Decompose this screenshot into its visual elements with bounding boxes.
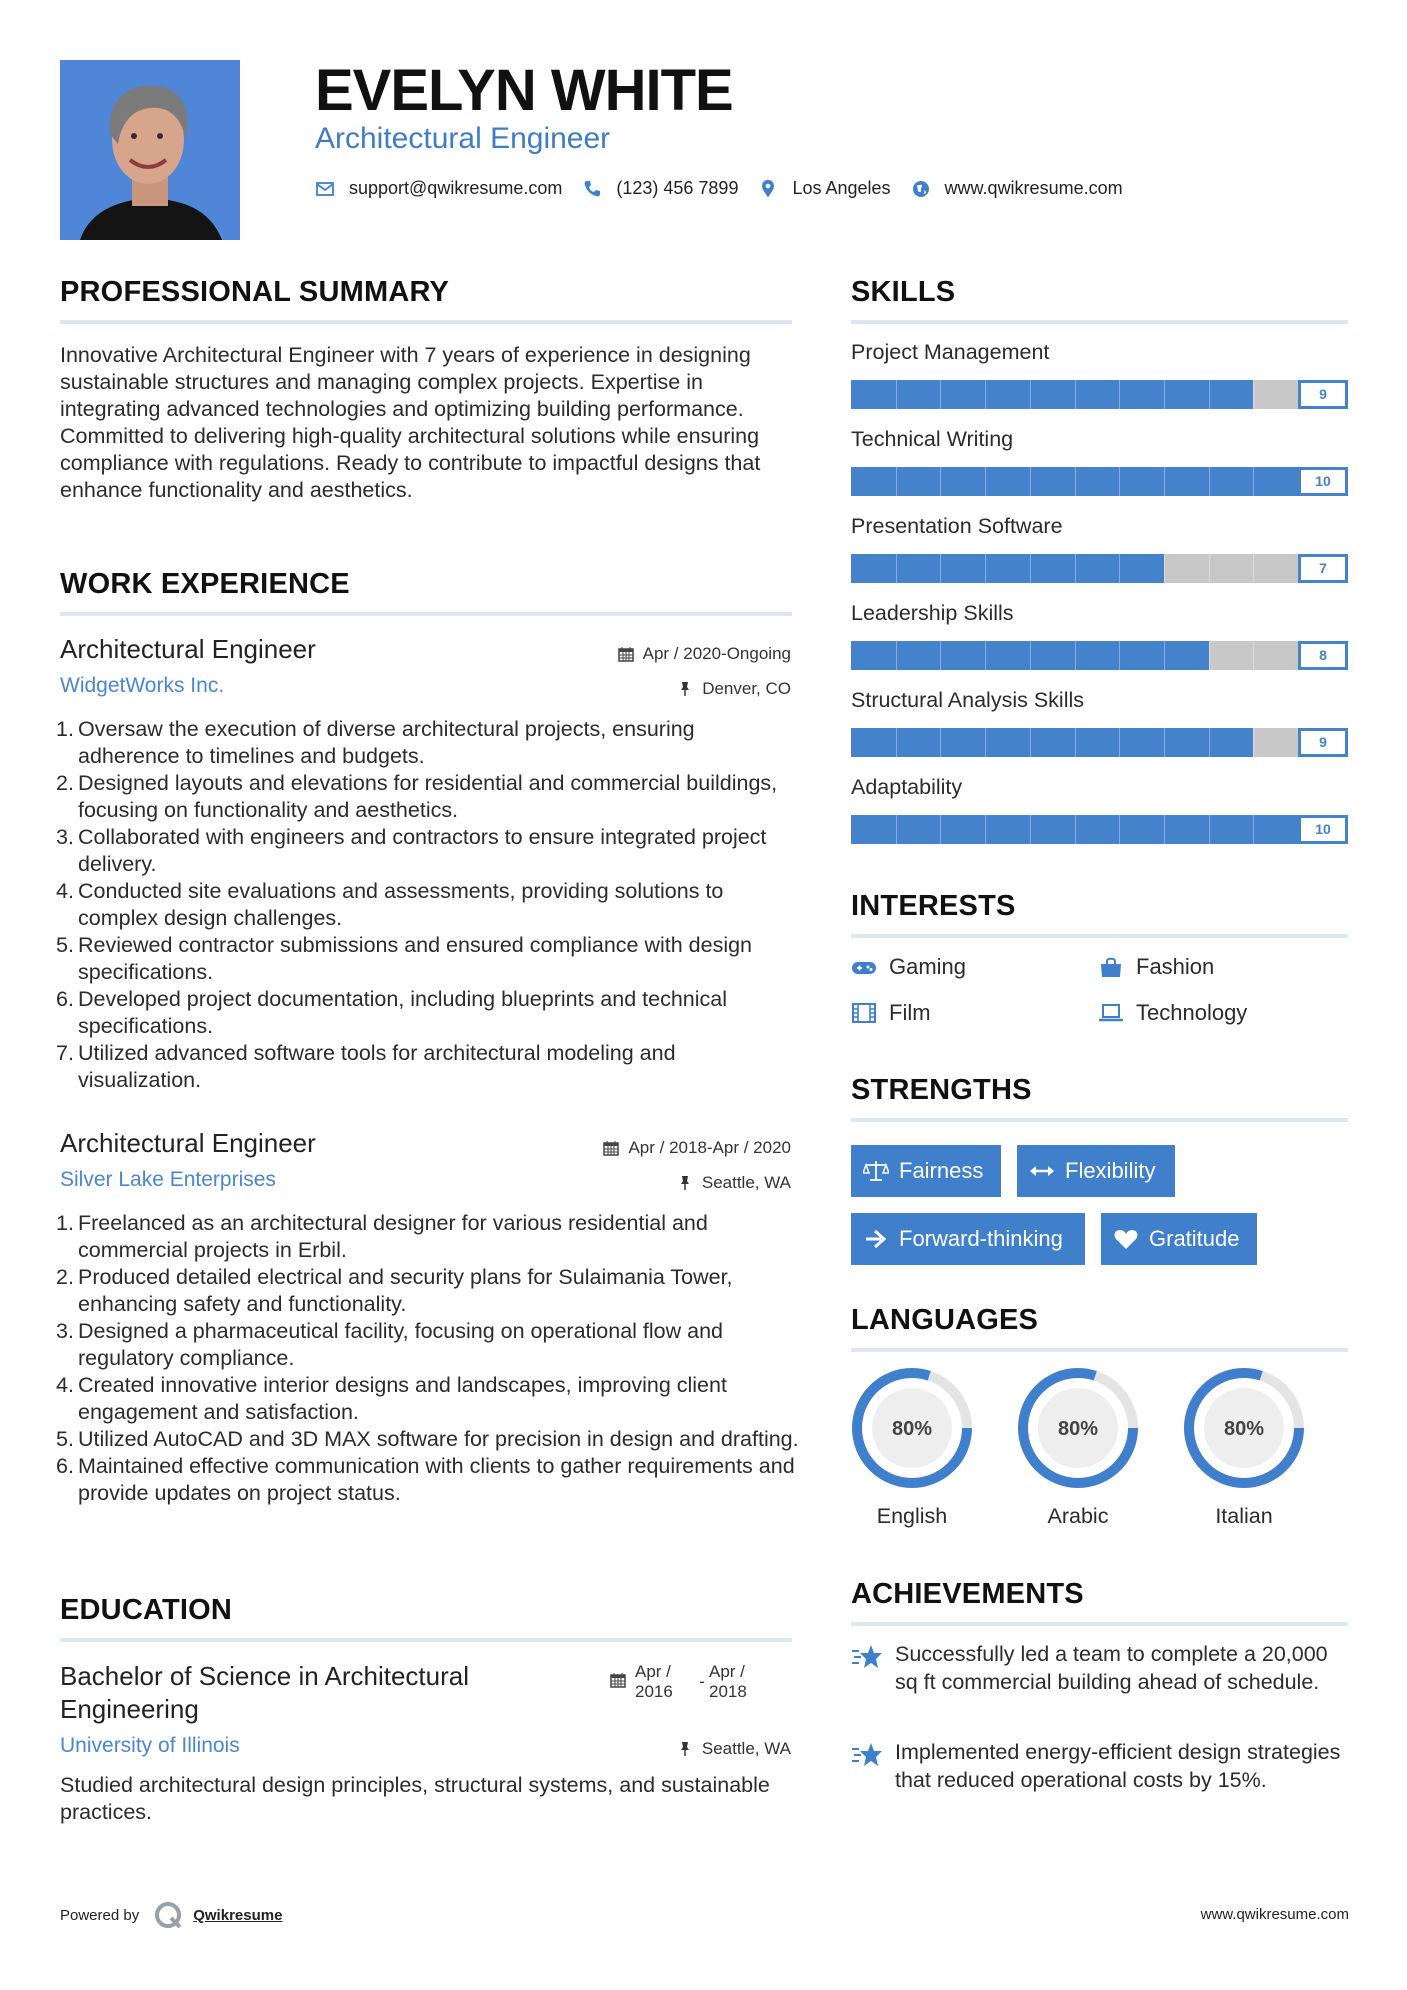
skill-bar-segment [1119,380,1120,409]
list-item: 5. Utilized AutoCAD and 3D MAX software for precision in design and drafting. [56,1427,799,1451]
profile-photo [60,60,240,240]
experience-heading: WORK EXPERIENCE [60,568,350,600]
language-progress-ring [1182,1366,1306,1490]
skill-bar-segment [985,554,986,583]
education-start-date: Apr / 2016 [635,1662,673,1701]
job-dates [618,644,791,664]
calendar-icon [618,646,634,662]
skill-bar-segment [1119,728,1120,757]
skill-bar-segment [1164,641,1165,670]
strengths-divider [851,1118,1348,1122]
list-item: 6. Maintained effective communication with clients to gather requirements and provide updates on project status. [56,1454,795,1505]
skill-level-badge: 9 [1298,728,1348,757]
skill-bar [851,380,1348,409]
phone-text: (123) 456 7899 [616,178,739,198]
skill-bar-segment [1209,380,1210,409]
skill-level-badge: 10 [1298,467,1348,496]
pin-icon [677,1175,693,1191]
bullet-text: Produced detailed electrical and security plans for Sulaimania Tower, enhancing safety and functionality. [78,1265,733,1316]
list-item: 2. Produced detailed electrical and security plans for Sulaimania Tower, enhancing safety and functionality. [56,1265,733,1316]
bullet-text: Utilized AutoCAD and 3D MAX software for precision in design and drafting. [78,1427,799,1451]
bullet-text: Designed layouts and elevations for residential and commercial buildings, focusing on functionality and aesthetics. [78,771,778,822]
strength-label: Gratitude [1149,1226,1240,1251]
skill-bar-segment [1253,728,1254,757]
skill-bar-segment [1209,467,1210,496]
skill-bar-fill [851,380,1253,409]
qwikresume-logo-icon [153,1900,183,1930]
skill-bar-segment [1119,815,1120,844]
job-location [677,1173,791,1193]
job-location [677,679,791,699]
strengths-heading: STRENGTHS [851,1074,1032,1106]
job-dates-text: Apr / 2018-Apr / 2020 [628,1138,791,1157]
skill-label: Presentation Software [851,514,1063,538]
skill-bar-segment [1030,728,1031,757]
gamepad-icon [851,956,877,978]
brand-link[interactable]: Qwikresume [193,1906,283,1924]
skill-bar-segment [1164,380,1165,409]
skill-bar-segment [1075,380,1076,409]
skill-bar-fill [851,728,1253,757]
education-divider [60,1638,792,1642]
skill-bar-segment [1164,467,1165,496]
skill-bar-fill [851,467,1348,496]
candidate-name: EVELYN WHITE [315,58,733,123]
skill-bar-segment [1253,815,1254,844]
job-dates [603,1138,791,1158]
interest-label: Technology [1136,1000,1248,1025]
education-location [677,1739,791,1759]
website-text: www.qwikresume.com [944,178,1123,198]
skill-bar-segment [1209,728,1210,757]
laptop-icon [1098,1002,1124,1024]
education-description: Studied architectural design principles, structural systems, and sustainable practices. [60,1773,770,1824]
achievements-heading: ACHIEVEMENTS [851,1578,1084,1610]
summary-divider [60,320,792,324]
skill-bar-segment [896,380,897,409]
interest-fashion [1098,954,1214,980]
skill-level-badge: 10 [1298,815,1348,844]
skill-bar-segment [940,554,941,583]
balance-scale-icon [863,1159,889,1183]
job-bullets [56,716,800,1094]
bullet-text: Oversaw the execution of diverse architectural projects, ensuring adherence to timelines and budgets. [78,717,695,768]
skill-bar [851,467,1348,496]
skills-divider [851,320,1348,324]
school-name[interactable]: University of Illinois [60,1734,240,1757]
arrow-right-icon [863,1227,889,1251]
skill-bar-segment [896,815,897,844]
list-item: 4. Created innovative interior designs and landscapes, improving client engagement and satisfaction. [56,1373,727,1424]
skill-bar-segment [1075,554,1076,583]
job-company[interactable]: WidgetWorks Inc. [60,674,225,697]
skill-bar [851,728,1348,757]
skill-bar-segment [1164,554,1165,583]
powered-by-text: Powered by [60,1906,140,1924]
job-location-text: Seattle, WA [701,1173,791,1192]
heart-icon [1113,1227,1139,1251]
contact-bar [315,178,1143,199]
skill-bar-segment [985,815,986,844]
skill-label: Structural Analysis Skills [851,688,1084,712]
list-item: 4. Conducted site evaluations and assessments, providing solutions to complex design challenges. [56,879,724,930]
skill-label: Project Management [851,340,1050,364]
skill-bar-segment [896,641,897,670]
contact-website[interactable] [911,178,1123,199]
skill-bar-segment [985,467,986,496]
bullet-text: Collaborated with engineers and contractors to ensure integrated project delivery. [78,825,767,876]
bullet-text: Maintained effective communication with clients to gather requirements and provide updates on project status. [78,1454,795,1505]
job-title: Architectural Engineer [60,634,316,664]
skill-level-badge: 9 [1298,380,1348,409]
interests-heading: INTERESTS [851,890,1016,922]
skill-label: Technical Writing [851,427,1014,451]
job-location-text: Denver, CO [702,679,791,698]
bullet-text: Conducted site evaluations and assessments, providing solutions to complex design challenges. [78,879,724,930]
skill-bar-segment [1119,554,1120,583]
skill-bar-segment [1209,641,1210,670]
list-item: 1. Oversaw the execution of diverse architectural projects, ensuring adherence to timelines and budgets. [56,717,695,768]
skill-bar [851,815,1348,844]
envelope-icon [315,179,335,199]
interest-gaming [851,954,966,980]
achievement-text: Implemented energy-efficient design strategies that reduced operational costs by 15%. [895,1740,1341,1792]
skill-bar-segment [1253,641,1254,670]
skill-bar-segment [985,728,986,757]
globe-icon [911,179,931,199]
contact-phone[interactable] [582,178,738,199]
footer-powered-by [60,1900,282,1930]
interest-label: Fashion [1136,954,1215,979]
language-name: Arabic [1047,1504,1109,1528]
list-item: 6. Developed project documentation, including blueprints and technical specifications. [56,987,727,1038]
film-icon [851,1002,877,1024]
strength-label: Forward-thinking [899,1226,1063,1251]
calendar-icon [603,1140,619,1156]
summary-text: Innovative Architectural Engineer with 7 years of experience in designing sustainable structures and managing complex projects. Expertise in integrating advanced technologies and optimizing building performance. Committed to delivering high-quality architectural solutions while ensuring compliance with regulations. Ready to contribute to impactful designs that enhance functionality and aesthetics. [60,343,761,502]
email-text: support@qwikresume.com [349,178,563,198]
skill-bar-segment [1030,641,1031,670]
list-item: 3. Collaborated with engineers and contractors to ensure integrated project delivery. [56,825,767,876]
summary-heading: PROFESSIONAL SUMMARY [60,276,450,308]
strength-label: Fairness [899,1158,984,1183]
skill-bar-segment [1075,641,1076,670]
skill-bar-segment [896,728,897,757]
skill-bar-segment [940,815,941,844]
skill-label: Adaptability [851,775,963,799]
footer-website[interactable]: www.qwikresume.com [1200,1906,1349,1923]
strength-fairness [851,1145,1001,1197]
skill-bar [851,641,1348,670]
language-name: Italian [1215,1504,1273,1528]
list-item: 5. Reviewed contractor submissions and ensured compliance with design specifications. [56,933,753,984]
location-text: Los Angeles [792,178,891,198]
list-item: 7. Utilized advanced software tools for architectural modeling and visualization. [56,1041,676,1092]
date-separator: - [699,1672,705,1691]
skill-bar-segment [985,380,986,409]
trophy-star-icon [851,1642,885,1672]
skill-bar-segment [940,380,941,409]
skill-bar-segment [940,467,941,496]
skill-bar-segment [896,554,897,583]
calendar-icon [610,1672,626,1688]
job-bullets [56,1210,800,1507]
education-dates [610,1662,759,1702]
skill-bar-segment [896,467,897,496]
phone-icon [582,179,602,199]
interest-label: Gaming [889,954,967,979]
experience-divider [60,612,792,616]
achievement-text: Successfully led a team to complete a 20,000 sq ft commercial building ahead of schedule. [895,1642,1328,1694]
bullet-text: Designed a pharmaceutical facility, focusing on operational flow and regulatory compliance. [78,1319,723,1370]
languages-heading: LANGUAGES [851,1304,1039,1336]
arrows-horizontal-icon [1029,1159,1055,1183]
list-item: 1. Freelanced as an architectural designer for various residential and commercial projects in Erbil. [56,1211,708,1262]
language-progress-ring [850,1366,974,1490]
language-item [1182,1366,1306,1529]
achievement-item [851,1640,1351,1696]
interest-film [851,1000,931,1026]
map-marker-icon [758,179,778,199]
skill-bar-segment [940,641,941,670]
strength-label: Flexibility [1065,1158,1156,1183]
skill-bar-segment [985,641,986,670]
shopping-bag-icon [1098,956,1124,978]
skill-bar-segment [1030,815,1031,844]
skill-level-badge: 8 [1298,641,1348,670]
language-percent: 80% [1223,1418,1265,1440]
languages-divider [851,1348,1348,1352]
language-name: English [876,1504,948,1528]
skill-bar-segment [1209,815,1210,844]
contact-email[interactable] [315,178,562,199]
strength-gratitude [1101,1213,1257,1265]
skill-bar-segment [1253,554,1254,583]
skill-bar-segment [1075,467,1076,496]
contact-location [758,178,890,199]
education-location-text: Seattle, WA [701,1739,791,1758]
skill-bar-segment [1075,815,1076,844]
bullet-text: Created innovative interior designs and landscapes, improving client engagement and satisfaction. [78,1373,727,1424]
job-dates-text: Apr / 2020-Ongoing [642,644,791,663]
language-item [850,1366,974,1529]
bullet-text: Reviewed contractor submissions and ensured compliance with design specifications. [78,933,753,984]
language-progress-ring [1016,1366,1140,1490]
skill-bar-segment [1253,380,1254,409]
skill-bar-segment [1030,467,1031,496]
list-item: 2. Designed layouts and elevations for residential and commercial buildings, focusing on functionality and aesthetics. [56,771,778,822]
bullet-text: Developed project documentation, including blueprints and technical specifications. [78,987,727,1038]
skill-bar-segment [1119,641,1120,670]
skill-bar-segment [1253,467,1254,496]
skill-level-badge: 7 [1298,554,1348,583]
pin-icon [677,681,693,697]
skill-bar-segment [1164,728,1165,757]
list-item: 3. Designed a pharmaceutical facility, focusing on operational flow and regulatory compliance. [56,1319,723,1370]
skills-heading: SKILLS [851,276,956,308]
skill-bar-segment [1030,380,1031,409]
strength-flexibility [1017,1145,1175,1197]
skill-bar-segment [940,728,941,757]
interest-technology [1098,1000,1247,1026]
achievement-item [851,1738,1351,1794]
job-title: Architectural Engineer [60,1128,316,1158]
candidate-title: Architectural Engineer [315,122,611,155]
trophy-star-icon [851,1740,885,1770]
bullet-text: Freelanced as an architectural designer for various residential and commercial projects in Erbil. [78,1211,708,1262]
interests-divider [851,934,1348,938]
education-heading: EDUCATION [60,1594,233,1626]
skill-bar-fill [851,815,1348,844]
language-percent: 80% [891,1418,933,1440]
strength-forward-thinking [851,1213,1085,1265]
achievements-divider [851,1622,1348,1626]
skill-bar-segment [1119,467,1120,496]
bullet-text: Utilized advanced software tools for architectural modeling and visualization. [78,1041,676,1092]
job-company[interactable]: Silver Lake Enterprises [60,1168,276,1191]
education-end-date: Apr / 2018 [709,1662,747,1701]
interest-label: Film [889,1000,931,1025]
skill-bar-fill [851,554,1164,583]
skill-bar-segment [1209,554,1210,583]
pin-icon [677,1741,693,1757]
language-percent: 80% [1057,1418,1099,1440]
degree-title: Bachelor of Science in Architectural Engineering [60,1661,469,1724]
skill-label: Leadership Skills [851,601,1014,625]
skill-bar-segment [1075,728,1076,757]
skill-bar-segment [1030,554,1031,583]
skill-bar [851,554,1348,583]
language-item [1016,1366,1140,1529]
skill-bar-segment [1164,815,1165,844]
